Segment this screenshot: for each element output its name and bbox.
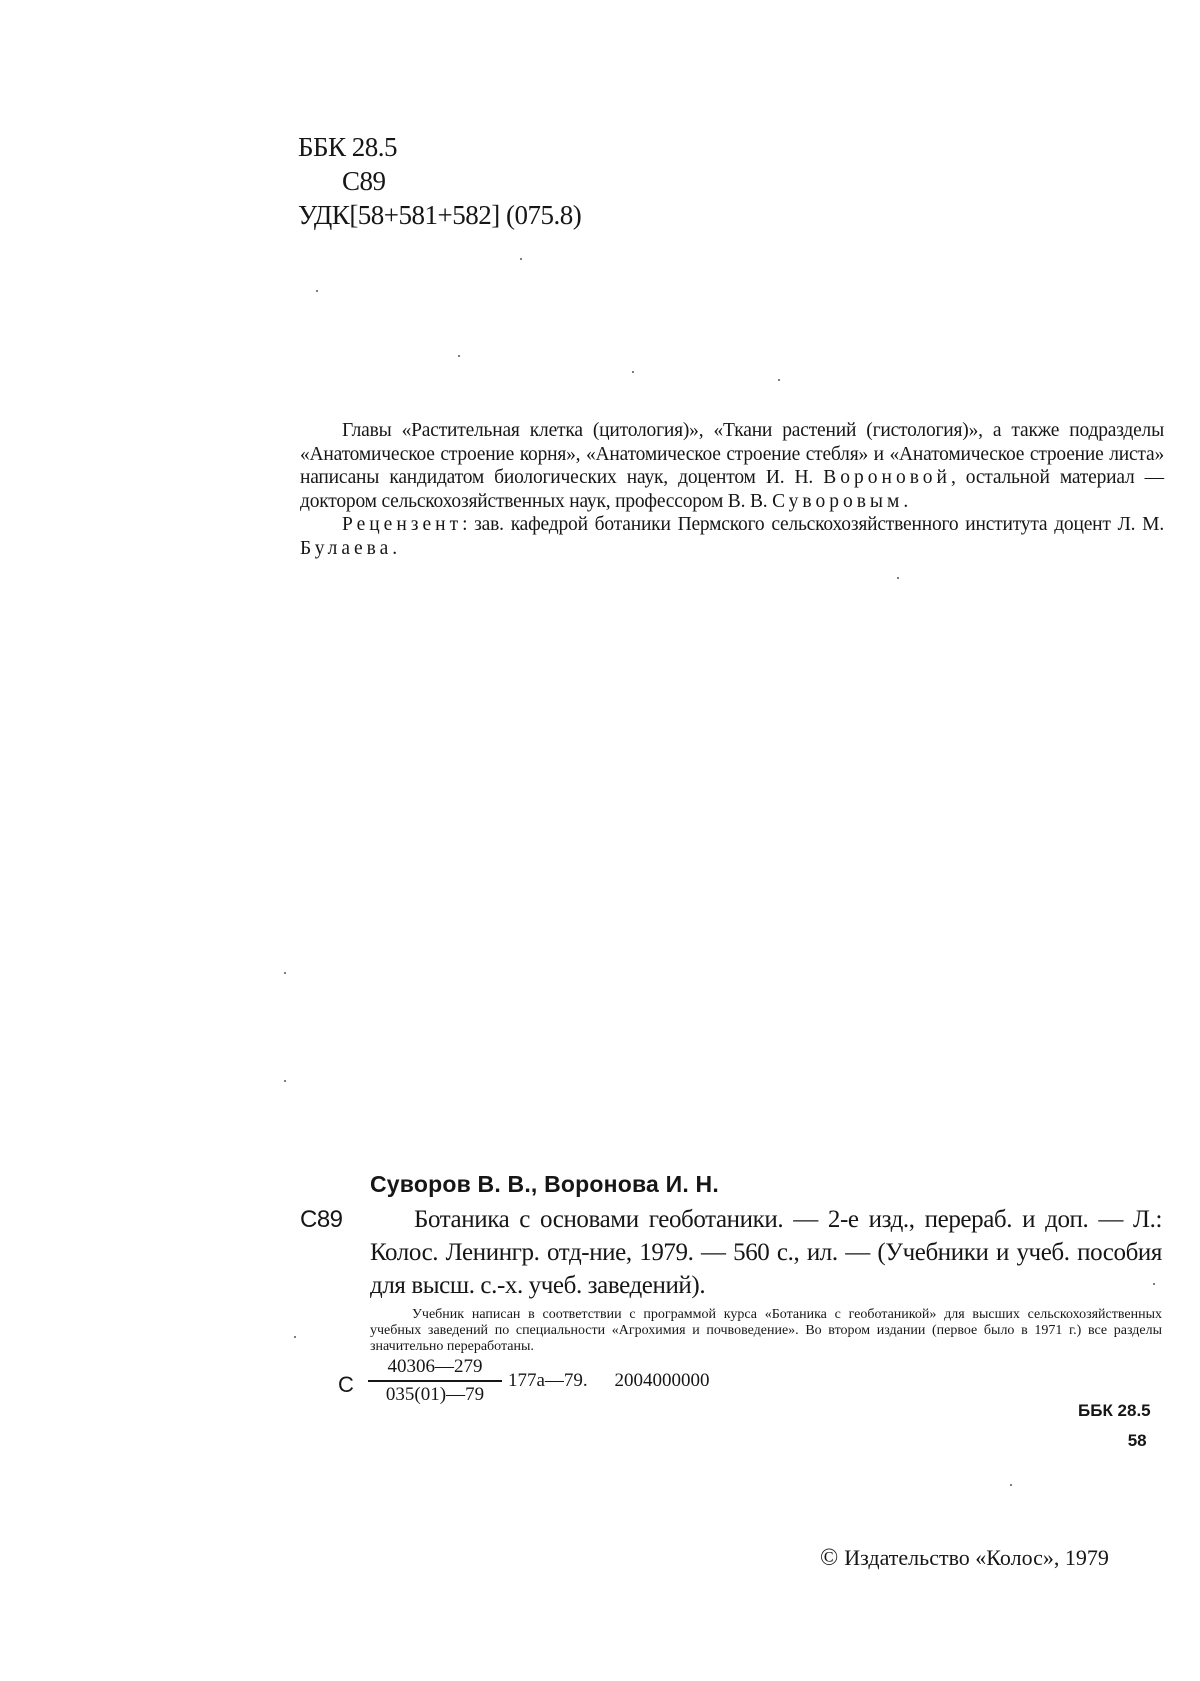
index-letter: С — [338, 1372, 354, 1397]
udk-code: УДК[58+581+582] (075.8) — [298, 200, 582, 230]
bbk-code: ББК 28.5 — [298, 132, 398, 162]
reviewer-end: . — [392, 537, 397, 559]
scan-speck — [294, 1336, 296, 1338]
authorship-paragraph — [300, 419, 1164, 513]
card-annotation-text: Учебник написан в соответствии с программой курса «Ботаника с геоботаникой» для высших сельскохозяйственных учебных заведений по специальности «Агрохимия и почвоведение». Во втором издании (первое было в 1971 г.) все разделы значительно переработаны. — [370, 1307, 1162, 1354]
scan-speck — [458, 355, 460, 357]
author-name-suvorov: Суворовым — [772, 490, 904, 512]
index-fraction — [368, 1356, 502, 1406]
scan-speck — [1153, 1283, 1155, 1285]
card-authors: Суворов В. В., Воронова И. Н. — [370, 1171, 719, 1197]
classification-block — [298, 130, 581, 232]
copyright-text: Издательство «Колос», 1979 — [844, 1545, 1109, 1570]
card-description — [370, 1203, 1162, 1302]
card-annotation — [370, 1307, 1162, 1355]
card-code: С89 — [300, 1206, 343, 1233]
reviewer-name: Булаева — [300, 537, 393, 559]
author-mark: С89 — [342, 166, 386, 196]
index-denominator: 035(01)—79 — [385, 1384, 485, 1405]
author-name-voronova: Вороновой — [823, 467, 951, 488]
authorship-note — [300, 419, 1164, 560]
copyright-icon: © — [820, 1545, 839, 1571]
scan-speck — [284, 972, 286, 974]
index-code2: 2004000000 — [614, 1370, 710, 1391]
scan-speck — [632, 371, 634, 373]
card-description-text: Ботаника с основами геоботаники. — 2-е изд., перераб. и доп. — Л.: Колос. Ленингр. отд-ние, 1979. — 560 с., ил. — (Учебники и учеб. пособия для высш. с.-х. учеб. заведений). — [370, 1206, 1162, 1299]
scan-speck — [778, 379, 780, 381]
reviewer-text: : зав. кафедрой ботаники Пермского сельскохозяйственного института доцент Л. М. — [462, 514, 1164, 535]
scan-speck — [520, 258, 522, 260]
index-numerator: 40306—279 — [387, 1356, 483, 1377]
index-rest-code: 177а—79. — [508, 1370, 588, 1391]
authorship-text-start: Главы «Растительная клетка (цитология)», «Ткани растений (гистология)», а также подразделы «Анатомическое строение корня», «Анатомическое строение стебля» и «Анатомическое строение листа» написаны кандидатом биологических наук, доцентом И. Н. — [300, 420, 1164, 488]
scan-speck — [284, 1080, 286, 1082]
authorship-text-middle: , остальной материал — доктором сельскохозяйственных наук, профессором В. В. — [300, 467, 1164, 512]
bbk-right-line1: ББК 28.5 — [1078, 1401, 1151, 1420]
reviewer-paragraph — [300, 513, 1164, 560]
index-rest — [508, 1370, 709, 1392]
scan-speck — [1010, 1484, 1012, 1486]
bbk-right-line2: 58 — [1127, 1431, 1147, 1450]
reviewer-label: Рецензент — [342, 514, 463, 535]
authorship-text-end: . — [903, 490, 909, 512]
scan-speck — [316, 290, 318, 292]
bbk-right-block — [1078, 1396, 1151, 1456]
copyright-line — [820, 1545, 1109, 1572]
scan-speck — [897, 577, 899, 579]
